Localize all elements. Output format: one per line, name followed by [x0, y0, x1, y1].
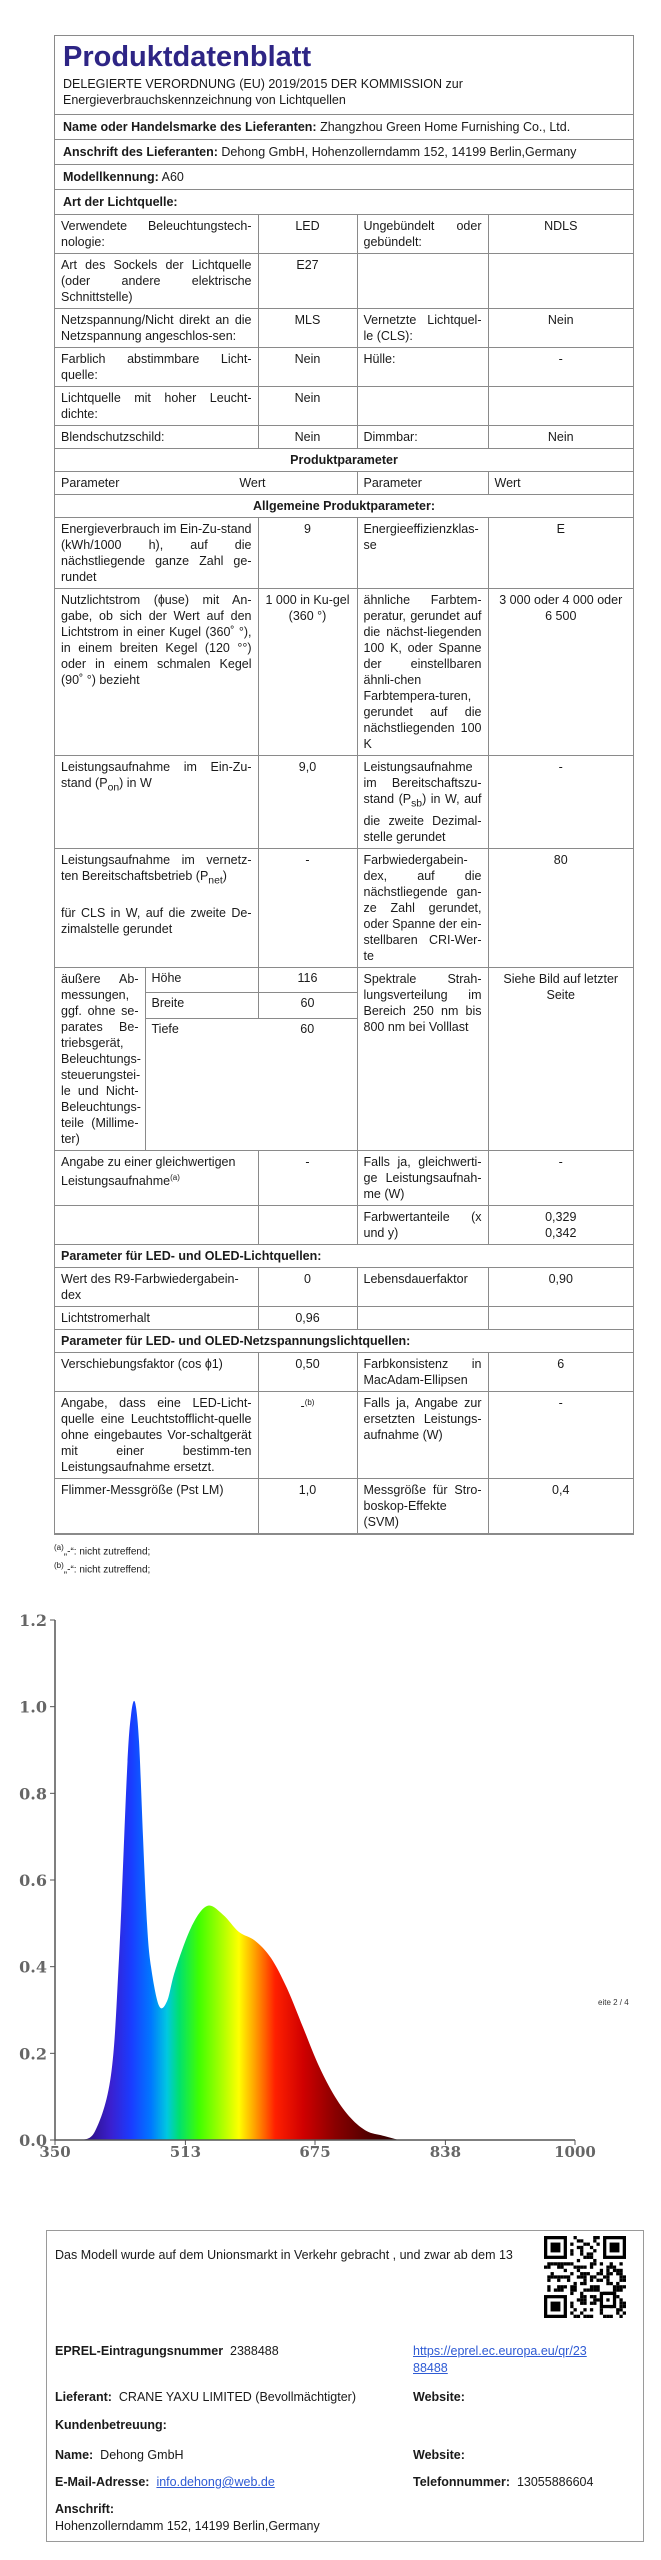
model-row — [55, 165, 633, 190]
standby-power-label: Leistungsaufnahme im Bereitschaftszu-stand $(P_{sb})$ in W, auf die zweite Dezimal-stelle gerundet — [357, 756, 488, 849]
chromaticity-value: 0,329 0,342 — [488, 1205, 633, 1244]
eprel-reg-value: 2388488 — [230, 2344, 279, 2358]
eprel-link[interactable]: https://eprel.ec.europa.eu/qr/23 88488 — [413, 2344, 587, 2375]
eprel-panel — [46, 2230, 644, 2542]
energy-consumption-label: Energieverbrauch im Ein-Zu-stand (kWh/1000 h), auf die nächstliegende ganze Zahl ge-rundet — [55, 518, 258, 589]
lumen-maintenance-label: Lichtstromerhalt — [55, 1306, 258, 1329]
type-label-2 — [357, 254, 488, 309]
spectral-distribution-value: Siehe Bild auf letzter Seite — [488, 967, 633, 1150]
energy-class-value: E — [488, 518, 633, 589]
page-label: eite 2 / 4 — [598, 1998, 629, 2007]
column-header-parameter-2: Parameter — [357, 472, 488, 495]
sheet-subtitle: DELEGIERTE VERORDNUNG (EU) 2019/2015 DER KOMMISSION zur Energieverbrauchskennzeichnung von Lichtquellen — [55, 76, 633, 115]
on-mode-power-value: 9,0 — [258, 756, 357, 849]
spectral-distribution-label: Spektrale Strah-lungsverteilung im Bereich 250 nm bis 800 nm bei Volllast — [357, 967, 488, 1150]
type-label: Netzspannung/Nicht direkt an die Netzspannung angeschlos-sen: — [55, 309, 258, 348]
dimensions-label: äußere Ab-messungen, ggf. ohne se-parates Be-triebsgerät, Beleuchtungs-steuerungstei-le und Nicht-Beleuchtungs-teile (Millime-ter) — [55, 968, 145, 1150]
depth-label: Tiefe — [151, 1021, 179, 1036]
luminous-flux-value: 1 000 in Ku-gel (360 °) — [258, 589, 357, 756]
mains-parameters-heading: Parameter für LED- und OLED-Netzspannungslichtquellen: — [55, 1329, 633, 1352]
website-label-1: Website: — [413, 2390, 465, 2404]
r9-value: 0 — [258, 1267, 357, 1306]
equivalent-power-w-label: Falls ja, gleichwerti-ge Leistungsaufnah-me (W) — [357, 1150, 488, 1205]
type-value: MLS — [258, 309, 357, 348]
market-intro: Das Modell wurde auf dem Unionsmarkt in Verkehr gebracht , und zwar ab dem 13 — [55, 2248, 513, 2262]
product-parameters-heading: Produktparameter — [55, 449, 633, 472]
type-label-2 — [357, 387, 488, 426]
type-row — [55, 254, 633, 309]
color-consistency-value: 6 — [488, 1352, 633, 1391]
color-temperature-label: ähnliche Farbtem-peratur, gerundet auf die nächst-liegenden 100 K, oder Spanne der einstellbaren ähnli-chen Farbtempera-turen, gerundet auf die nächstliegenden 100 K — [357, 589, 488, 756]
type-value: Nein — [258, 426, 357, 449]
type-label: Blendschutzschild: — [55, 426, 258, 449]
height-value: 116 — [258, 968, 357, 993]
address-label: Anschrift: — [55, 2502, 115, 2516]
luminous-flux-label: Nutzlichtstrom (ɸuse) mit An-gabe, ob sich der Wert auf den Lichtstrom in einer Kugel (360˚ °), in einem breiten Kegel (120 °°) oder in einem schmalen Kegel (90˚ °) bezieht — [55, 589, 258, 756]
empty-cell — [357, 1306, 488, 1329]
type-label: Farblich abstimmbare Licht-quelle: — [55, 348, 258, 387]
cri-label: Farbwiedergabein-dex, auf die nächstliegende gan-ze Zahl gerundet, oder Spanne der ein-stellbaren CRI-Wer-te — [357, 848, 488, 967]
supplier-address-label: Anschrift des Lieferanten: — [63, 145, 218, 159]
energy-class-label: Energieeffizienzklas-se — [357, 518, 488, 589]
spectral-chart-svg — [0, 1600, 661, 2160]
email-link[interactable]: info.dehong@web.de — [156, 2475, 275, 2489]
footnote-a: $^{(a)}$„-“: nicht zutreffend; — [54, 1543, 151, 1558]
type-label-2: Vernetzte Lichtquel-le (CLS): — [357, 309, 488, 348]
type-value-2: - — [488, 348, 633, 387]
lumen-maintenance-value: 0,96 — [258, 1306, 357, 1329]
replaced-power-value: - — [488, 1391, 633, 1478]
equivalent-power-value: - — [258, 1150, 357, 1205]
name-row: Name: Dehong GmbH — [55, 2448, 184, 2462]
x-tick-label: 1000 — [554, 2143, 596, 2160]
color-consistency-label: Farbkonsistenz in MacAdam-Ellipsen — [357, 1352, 488, 1391]
type-label-2: Ungebündelt oder gebündelt: — [357, 215, 488, 254]
stroboscopic-value: 0,4 — [488, 1478, 633, 1533]
fluorescent-replacement-value: -$^{(b)}$ — [258, 1391, 357, 1478]
lifetime-factor-value: 0,90 — [488, 1267, 633, 1306]
type-value: Nein — [258, 387, 357, 426]
type-value-2 — [488, 254, 633, 309]
supplier-name-label: Name oder Handelsmarke des Lieferanten: — [63, 120, 317, 134]
y-tick-label: 0.6 — [19, 1871, 47, 1890]
equivalent-power-label: Angabe zu einer gleichwertigen Leistungsaufnahme$^{(a)}$ — [55, 1150, 258, 1205]
supplier-name-row — [55, 115, 633, 140]
x-tick-label: 513 — [169, 2143, 202, 2160]
depth-value: 60 — [300, 1021, 315, 1036]
stroboscopic-label: Messgröße für Stro-boskop-Effekte (SVM) — [357, 1478, 488, 1533]
type-value-2: NDLS — [488, 215, 633, 254]
empty-cell — [488, 1306, 633, 1329]
supplier-address-row — [55, 140, 633, 165]
fluorescent-replacement-label: Angabe, dass eine LED-Licht-quelle eine Leuchtstofflicht-quelle ohne eingebautes Vor-schaltgerät mit einer bestimm-ten Leistungsaufnahme ersetzt. — [55, 1391, 258, 1478]
model-value: A60 — [161, 170, 184, 184]
qr-code-icon[interactable] — [544, 2236, 626, 2318]
spectral-chart — [0, 1600, 661, 2160]
x-tick-label: 675 — [299, 2143, 331, 2160]
y-tick-label: 0.0 — [19, 2131, 47, 2150]
width-value: 60 — [258, 993, 357, 1019]
model-label: Modellkennung: — [63, 170, 159, 184]
phone-row: Telefonnummer: 13055886604 — [413, 2475, 594, 2489]
spectrum-area — [79, 1701, 399, 2140]
x-tick-label: 838 — [429, 2143, 462, 2160]
flicker-value: 1,0 — [258, 1478, 357, 1533]
website-label-2: Website: — [413, 2448, 465, 2462]
general-parameters-heading: Allgemeine Produktparameter: — [55, 495, 633, 518]
lifetime-factor-label: Lebensdauerfaktor — [357, 1267, 488, 1306]
type-label: Art des Sockels der Lichtquelle (oder andere elektrische Schnittstelle) — [55, 254, 258, 309]
product-datasheet — [54, 35, 634, 1535]
type-row — [55, 426, 633, 449]
width-label: Breite — [145, 993, 258, 1019]
chromaticity-label: Farbwertanteile (x und y) — [357, 1205, 488, 1244]
column-header-parameter: Parameter Wert — [55, 472, 357, 495]
supplier-address-value: Dehong GmbH, Hohenzollerndamm 152, 14199 Berlin,Germany — [221, 145, 577, 159]
type-value-2 — [488, 387, 633, 426]
flicker-label: Flimmer-Messgröße (Pst LM) — [55, 1478, 258, 1533]
on-mode-power-label: Leistungsaufnahme im Ein-Zu-stand $(P_{on})$ in W — [55, 756, 258, 849]
type-value-2: Nein — [488, 309, 633, 348]
type-value: Nein — [258, 348, 357, 387]
footnote-b: $^{(b)}$„-“: nicht zutreffend; — [54, 1561, 151, 1576]
networked-standby-label: Leistungsaufnahme im vernetz-ten Bereitschaftsbetrieb $(P_{net})$ für CLS in W, auf die zweite De-zimalstelle gerundet — [55, 848, 258, 967]
replaced-power-label: Falls ja, Angabe zur ersetzten Leistungs-aufnahme (W) — [357, 1391, 488, 1478]
height-label: Höhe — [145, 968, 258, 993]
sheet-title: Produktdatenblatt — [63, 41, 312, 73]
light-source-type-label: Art der Lichtquelle: — [63, 195, 178, 209]
product-parameters-table — [55, 449, 633, 1534]
displacement-factor-value: 0,50 — [258, 1352, 357, 1391]
energy-consumption-value: 9 — [258, 518, 357, 589]
networked-standby-value: - — [258, 848, 357, 967]
supplier-name-value: Zhangzhou Green Home Furnishing Co., Ltd. — [320, 120, 571, 134]
type-value: E27 — [258, 254, 357, 309]
column-header-value-2: Wert — [488, 472, 633, 495]
standby-power-value: - — [488, 756, 633, 849]
email-row: E-Mail-Adresse: info.dehong@web.de — [55, 2475, 275, 2489]
supplier-row: Lieferant: CRANE YAXU LIMITED (Bevollmächtigter) — [55, 2390, 357, 2404]
dimensions-cell — [55, 967, 357, 1150]
type-row — [55, 309, 633, 348]
type-label: Lichtquelle mit hoher Leucht-dichte: — [55, 387, 258, 426]
type-label-2: Hülle: — [357, 348, 488, 387]
type-value-2: Nein — [488, 426, 633, 449]
type-value: LED — [258, 215, 357, 254]
displacement-factor-label: Verschiebungsfaktor (cos ɸ1) — [55, 1352, 258, 1391]
eprel-reg-row: EPREL-Eintragungsnummer 2388488 — [55, 2344, 279, 2358]
customer-service-label: Kundenbetreuung: — [55, 2418, 167, 2432]
light-source-type-table — [55, 215, 633, 449]
y-tick-label: 1.0 — [19, 1697, 47, 1717]
type-row — [55, 387, 633, 426]
y-tick-label: 0.4 — [19, 1957, 47, 1977]
color-temperature-value: 3 000 oder 4 000 oder 6 500 — [488, 589, 633, 756]
address-value: Hohenzollerndamm 152, 14199 Berlin,Germany — [55, 2519, 320, 2533]
y-tick-label: 0.2 — [19, 2044, 47, 2064]
type-label-2: Dimmbar: — [357, 426, 488, 449]
type-row — [55, 215, 633, 254]
y-tick-label: 0.8 — [19, 1784, 47, 1804]
empty-cell — [258, 1205, 357, 1244]
x-tick-label: 350 — [39, 2143, 71, 2160]
r9-label: Wert des R9-Farbwiedergabein-dex — [55, 1267, 258, 1306]
y-tick-label: 1.2 — [19, 1611, 47, 1630]
empty-cell — [55, 1205, 258, 1244]
cri-value: 80 — [488, 848, 633, 967]
equivalent-power-w-value: - — [488, 1150, 633, 1205]
type-row — [55, 348, 633, 387]
type-label: Verwendete Beleuchtungstech-nologie: — [55, 215, 258, 254]
led-parameters-heading: Parameter für LED- und OLED-Lichtquellen: — [55, 1244, 633, 1267]
light-source-type-row — [55, 190, 633, 215]
